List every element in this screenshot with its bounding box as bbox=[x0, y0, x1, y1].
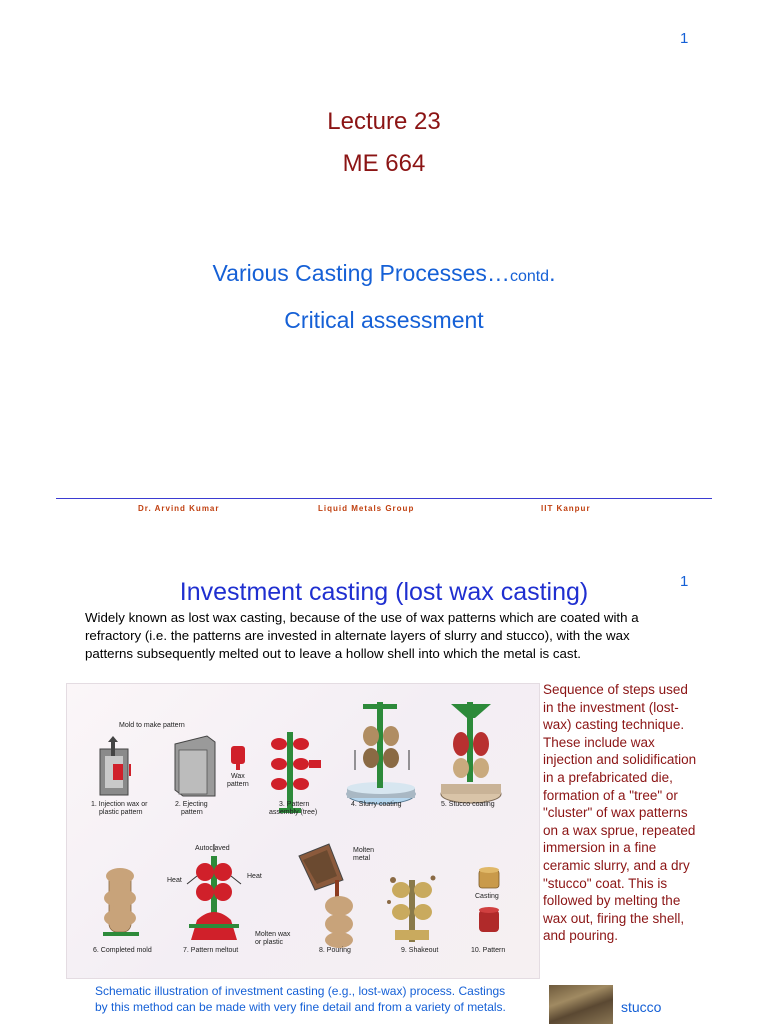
footer-institute: IIT Kanpur bbox=[541, 504, 591, 513]
wax-label: Wax bbox=[231, 773, 245, 780]
autoclaved-label: Autoclaved bbox=[195, 845, 230, 852]
topic-contd: contd bbox=[509, 268, 550, 285]
step7-pattern-meltout bbox=[187, 844, 241, 940]
pattern-label: pattern bbox=[227, 781, 249, 788]
step1-caption-line2: plastic pattern bbox=[99, 809, 143, 816]
sequence-description: Sequence of steps used in the investment (lost-wax) casting technique. These include wax injection and solidification in a prefabricated die, formation of a "tree" or "cluster" of wax patterns on a wax sprue, repeated immersion in a fine ceramic slurry, and a dry "stucco" coat. This is followed by melting the wax out, firing the shell, and pouring. bbox=[543, 682, 697, 944]
step9-caption: 9. Shakeout bbox=[401, 947, 439, 954]
or-plastic-label: or plastic bbox=[255, 939, 284, 946]
step1-caption-line1: 1. Injection wax or bbox=[91, 801, 148, 808]
heat-right-label: Heat bbox=[247, 873, 262, 880]
casting-label: Casting bbox=[475, 893, 499, 900]
step5-caption: 5. Stucco coating bbox=[441, 801, 495, 808]
metal-label: metal bbox=[353, 855, 371, 862]
step1-injection-mold bbox=[100, 736, 131, 795]
molten-wax-label: Molten wax bbox=[255, 931, 291, 938]
step3-caption-line2: assembly (tree) bbox=[269, 809, 318, 816]
mold-to-make-pattern-label: Mold to make pattern bbox=[119, 722, 185, 729]
topic-heading bbox=[0, 260, 768, 287]
stucco-label: stucco bbox=[621, 999, 662, 1015]
step6-caption: 6. Completed mold bbox=[93, 947, 152, 954]
step4-caption: 4. Slurry coating bbox=[351, 801, 402, 808]
investment-casting-figure bbox=[66, 683, 540, 979]
molten-label: Molten bbox=[353, 847, 375, 854]
topic-main: Various Casting Processes… bbox=[212, 260, 510, 286]
footer-author: Dr. Arvind Kumar bbox=[138, 504, 220, 513]
lecture-number: Lecture 23 bbox=[327, 108, 441, 135]
step7-caption: 7. Pattern meltout bbox=[183, 947, 239, 954]
stucco-photo bbox=[549, 985, 613, 1024]
topic-dot: . bbox=[549, 260, 556, 286]
step3-caption-line1: 3. Pattern bbox=[279, 801, 310, 808]
process-illustration bbox=[67, 684, 539, 978]
footer-group: Liquid Metals Group bbox=[318, 504, 415, 513]
step2-caption-line1: 2. Ejecting bbox=[175, 801, 208, 808]
slide1-page-number: 1 bbox=[680, 30, 689, 47]
slide2-page-number: 1 bbox=[680, 573, 689, 590]
figure-caption: Schematic illustration of investment casting (e.g., lost-wax) process. Castings by this method can be made with very fine detail and from a variety of metals. bbox=[95, 984, 506, 1014]
critical-assessment-subtitle: Critical assessment bbox=[284, 307, 484, 333]
course-code: ME 664 bbox=[342, 150, 426, 177]
step5-stucco-coating bbox=[441, 702, 501, 803]
step2-caption-line2: pattern bbox=[181, 809, 203, 816]
intro-paragraph: Widely known as lost wax casting, because of the use of wax patterns which are coated with a refractory (i.e. the patterns are invested in alternate layers of slurry and stucco), with the wax patterns subsequently melted out to leave a hollow shell into which the metal is cast. bbox=[85, 610, 639, 661]
heat-left-label: Heat bbox=[167, 877, 182, 884]
step10-caption: 10. Pattern bbox=[471, 947, 506, 954]
step6-completed-mold bbox=[103, 868, 139, 936]
step4-slurry-coating bbox=[347, 702, 415, 804]
step8-caption: 8. Pouring bbox=[319, 947, 351, 954]
step8-pouring bbox=[299, 844, 353, 948]
footer-divider bbox=[56, 498, 712, 499]
slide2-title: Investment casting (lost wax casting) bbox=[179, 578, 589, 606]
step9-shakeout bbox=[387, 876, 436, 943]
